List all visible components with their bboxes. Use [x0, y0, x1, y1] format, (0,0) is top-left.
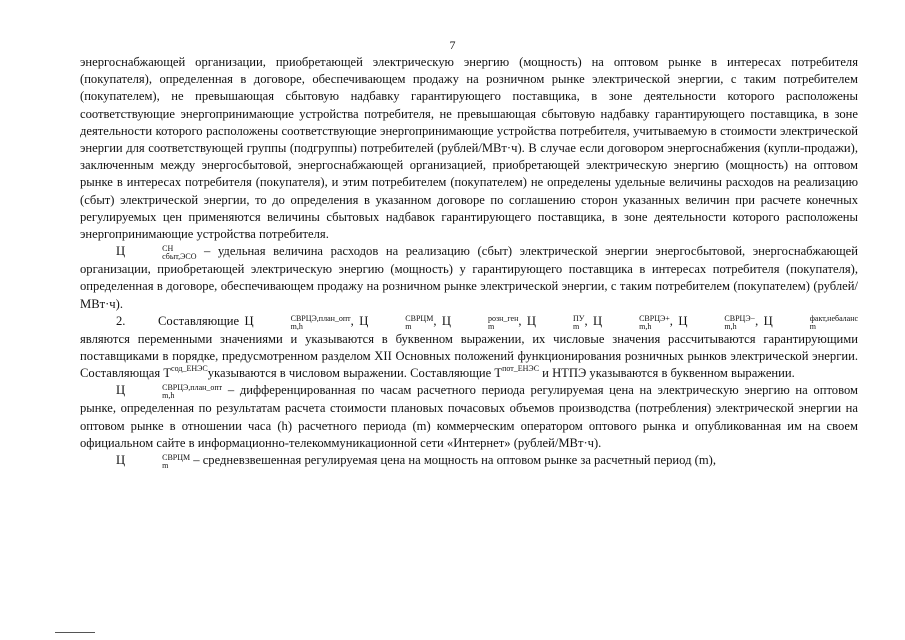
component-symbol: Ц СВРЦЭ− m,h [678, 313, 756, 331]
t-pot-symbol: $Т^{пот\_ЕНЭС}$ [494, 364, 540, 381]
paragraph-continuation: энергоснабжающей организации, приобретающей электрическую энергию (мощность) на оптовом рынке в интересах потребителя (покупателя), определенная в договоре, обеспечивающем продажу на розничном рынке электрической энергии, с таким потребителем (покупателем), не превышающая сбытовую надбавку гарантирующего поставщика, в зоне деятельности которого расположены соответствующие энергопринимающие устройства потребителя, не превышающая сбытовую надбавку гарантирующего поставщика, в зоне деятельности которого расположены соответствующие энергопринимающие устройства потребителя, учитываемую в стоимости электрической энергии для соответствующей группы (подгруппы) потребителей (рублей/МВт·ч). В случае если договором энергоснабжения (купли-продажи), заключенным между энергосбытовой, энергоснабжающей организацией, приобретающей электрическую энергию (мощность) на оптовом рынке в интересах потребителя (покупателя), и этим потребителем (покупателем) не определены удельные величины расходов на реализацию (сбыт) электрической энергии, то до определения в указанном договоре по соглашению сторон указанных величин при расчете конечных регулируемых цен применяются величины сбытовых надбавок гарантирующего поставщика, в зоне деятельности которого расположены энергопринимающие устройства потребителя. [80, 55, 858, 242]
page-number: 7 [449, 38, 456, 52]
component-symbol: Ц ПУ m [526, 313, 585, 331]
document-body [80, 54, 858, 470]
component-symbol: Ц СВРЦМ m [359, 313, 434, 331]
t-sod-symbol: $Т^{сод\_ЕНЭС}$ [163, 364, 208, 381]
item-2: 2. Составляющие Ц СВРЦЭ,план_опт m,h , Ц СВРЦМ m , Ц розн_ген m , Ц ПУ m , Ц СВРЦЭ+ m,h , Ц СВРЦЭ− m,h , Ц факт,небаланс m являются переменными значениями и указываются в буквенном выражении, их числовые значения рассчитываются гарантирующими поставщиками в порядке, предусмотренном разделом XII Основных положений функционирования розничных рынков электрической энергии. Составляющая $Т^{сод\_ЕНЭС}указываются$ в числовом выражении. Составляющие $Т^{пот\_ЕНЭС}$ и НТПЭ указываются в буквенном выражении. [80, 313, 859, 381]
formula-symbol: Ц СВРЦЭ,план_опт m,h [116, 383, 223, 401]
formula-symbol: Ц СН сбыт,ЭСО [116, 244, 197, 262]
item-number: 2. [116, 313, 126, 328]
footnote-divider [55, 632, 95, 633]
component-symbol: Ц СВРЦЭ,план_опт m,h [244, 313, 351, 331]
definition-svrcm: Ц СВРЦМ m – средневзвешенная регулируемая цена на мощность на оптовом рынке за расчетный период (m), [116, 453, 716, 471]
definition-plan-opt: Ц СВРЦЭ,план_опт m,h – дифференцированная по часам расчетного периода регулируемая цена на электрическую энергию на оптовом рынке, определенная по результатам расчета стоимости плановых почасовых объемов производства (потребления) электрической энергии на оптовом рынке в отношении часа (h) расчетного периода (m) коммерческим оператором оптового рынка и опубликованная им на своем официальном сайте в информационно-телекоммуникационной сети «Интернет» (рублей/МВт·ч). [80, 383, 858, 450]
formula-symbol: Ц СВРЦМ m [116, 453, 191, 471]
component-symbol: Ц факт,небаланс m [763, 313, 859, 331]
component-symbol: Ц розн_ген m [441, 313, 519, 331]
component-symbols: Ц СВРЦЭ,план_опт m,h , Ц СВРЦМ m , Ц розн_ген m , Ц ПУ m , Ц СВРЦЭ+ m,h , Ц СВРЦЭ− m,h , Ц факт,небаланс m [244, 313, 859, 331]
definition-sbyt-eso: Ц СН сбыт,ЭСО – удельная величина расходов на реализацию (сбыт) электрической энергии энергосбытовой, энергоснабжающей организации, приобретающей электрическую энергию (мощность) у гарантирующего поставщика в интересах потребителя (покупателя), определенная в договоре, обеспечивающем продажу на розничном рынке электрической энергии, с таким потребителем (покупателем) (рублей/МВт·ч). [80, 244, 858, 311]
component-symbol: Ц СВРЦЭ+ m,h [592, 313, 670, 331]
